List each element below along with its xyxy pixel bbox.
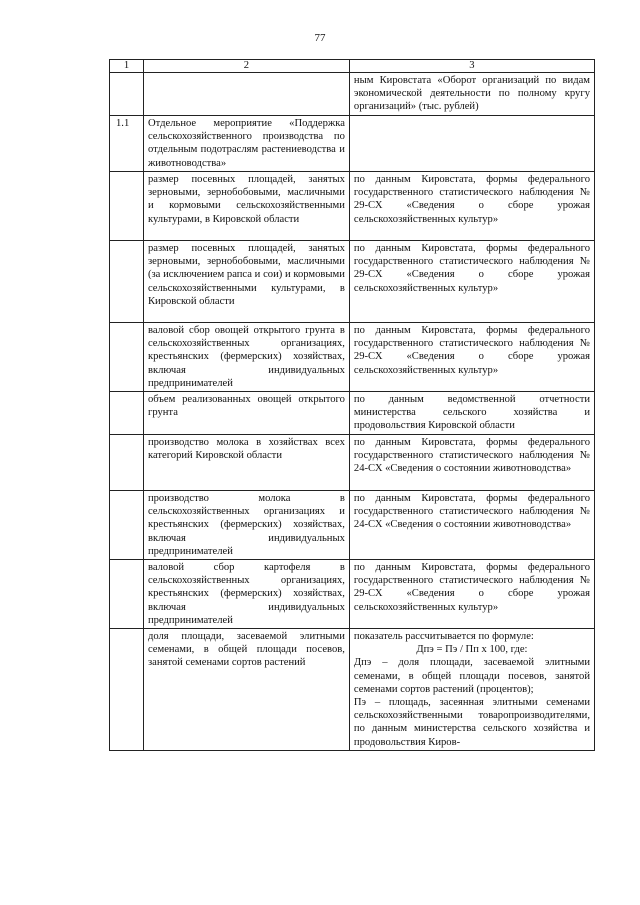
- indicator-name: размер посевных площадей, занятых зерновыми, зернобобовыми, масличными и кормовыми сельскохозяйственными культурами, в Кировской области: [143, 172, 349, 241]
- page-number: 77: [314, 32, 326, 44]
- indicator-name: валовой сбор овощей открытого грунта в сельскохозяйственных организациях, крестьянских (фермерских) хозяйствах, включая индивидуальных предпринимателей: [143, 323, 349, 392]
- formula-definition: Пэ – площадь, засеянная элитными семенами сельскохозяйственными товаропроизводителями, по данным министерства сельского хозяйства и продовольствия Киров-: [353, 697, 590, 748]
- formula-definition: Дпэ – доля площади, засеваемой элитными семенами, в общей площади посевов, занятой семенами сортов растений (процентов);: [353, 657, 590, 695]
- formula: Дпэ = Пэ / Пп х 100, где:: [416, 644, 528, 656]
- header-col-2: 2: [143, 60, 349, 73]
- row-number: [110, 560, 144, 629]
- table-row: [110, 73, 595, 116]
- indicator-name: размер посевных площадей, занятых зерновыми, зернобобовыми, масличными (за исключением рапса и сои) и кормовыми сельскохозяйственными культурами, в Кировской области: [143, 241, 349, 323]
- row-number: [110, 172, 144, 241]
- row-number: [110, 435, 144, 491]
- indicator-source: по данным ведомственной отчетности министерства сельского хозяйства и продовольствия Кировской области: [349, 392, 594, 435]
- row-number: [110, 241, 144, 323]
- table-row: [110, 116, 595, 172]
- row-number: 1.1: [110, 116, 144, 172]
- indicator-name: Отдельное мероприятие «Поддержка сельскохозяйственного производства по отдельным подотраслям растениеводства и животноводства»: [143, 116, 349, 172]
- indicator-name: производство молока в сельскохозяйственных организациях и крестьянских (фермерских) хозяйствах, включая индивидуальных предпринимателей: [143, 491, 349, 560]
- indicator-source: по данным Кировстата, формы федерального государственного статистического наблюдения № 29-СХ «Сведения о сборе урожая сельскохозяйственных культур»: [349, 172, 594, 241]
- row-number: [110, 491, 144, 560]
- formula-intro: показатель рассчитывается по формуле:: [353, 631, 534, 643]
- table-row: [110, 241, 595, 323]
- indicator-name: производство молока в хозяйствах всех категорий Кировской области: [143, 435, 349, 491]
- row-number: [110, 73, 144, 116]
- table-row: [110, 172, 595, 241]
- table-row: [110, 491, 595, 560]
- indicator-name: валовой сбор картофеля в сельскохозяйственных организациях, крестьянских (фермерских) хозяйствах, включая индивидуальных предпринимателей: [143, 560, 349, 629]
- header-col-1: 1: [110, 60, 144, 73]
- row-number: [110, 392, 144, 435]
- indicator-source: [349, 116, 594, 172]
- indicator-name: [143, 73, 349, 116]
- indicator-source: по данным Кировстата, формы федерального государственного статистического наблюдения № 24-СХ «Сведения о состоянии животноводства»: [349, 491, 594, 560]
- table-row: [110, 629, 595, 751]
- indicator-source: по данным Кировстата, формы федерального государственного статистического наблюдения № 29-СХ «Сведения о сборе урожая сельскохозяйственных культур»: [349, 560, 594, 629]
- indicator-name: доля площади, засеваемой элитными семенами, в общей площади посевов, занятой семенами сортов растений: [143, 629, 349, 751]
- indicator-source: [349, 629, 594, 751]
- table-row: [110, 435, 595, 491]
- indicator-source: по данным Кировстата, формы федерального государственного статистического наблюдения № 24-СХ «Сведения о состоянии животноводства»: [349, 435, 594, 491]
- row-number: [110, 323, 144, 392]
- indicator-source: ным Кировстата «Оборот организаций по видам экономической деятельности по полному кругу организаций» (тыс. рублей): [349, 73, 594, 116]
- indicators-table: [109, 59, 595, 751]
- indicator-name: объем реализованных овощей открытого грунта: [143, 392, 349, 435]
- table-row: [110, 560, 595, 629]
- table-row: [110, 323, 595, 392]
- table-row: [110, 392, 595, 435]
- row-number: [110, 629, 144, 751]
- indicator-source: по данным Кировстата, формы федерального государственного статистического наблюдения № 29-СХ «Сведения о сборе урожая сельскохозяйственных культур»: [349, 323, 594, 392]
- header-col-3: 3: [349, 60, 594, 73]
- indicator-source: по данным Кировстата, формы федерального государственного статистического наблюдения № 29-СХ «Сведения о сборе урожая сельскохозяйственных культур»: [349, 241, 594, 323]
- table-header-row: [110, 60, 595, 73]
